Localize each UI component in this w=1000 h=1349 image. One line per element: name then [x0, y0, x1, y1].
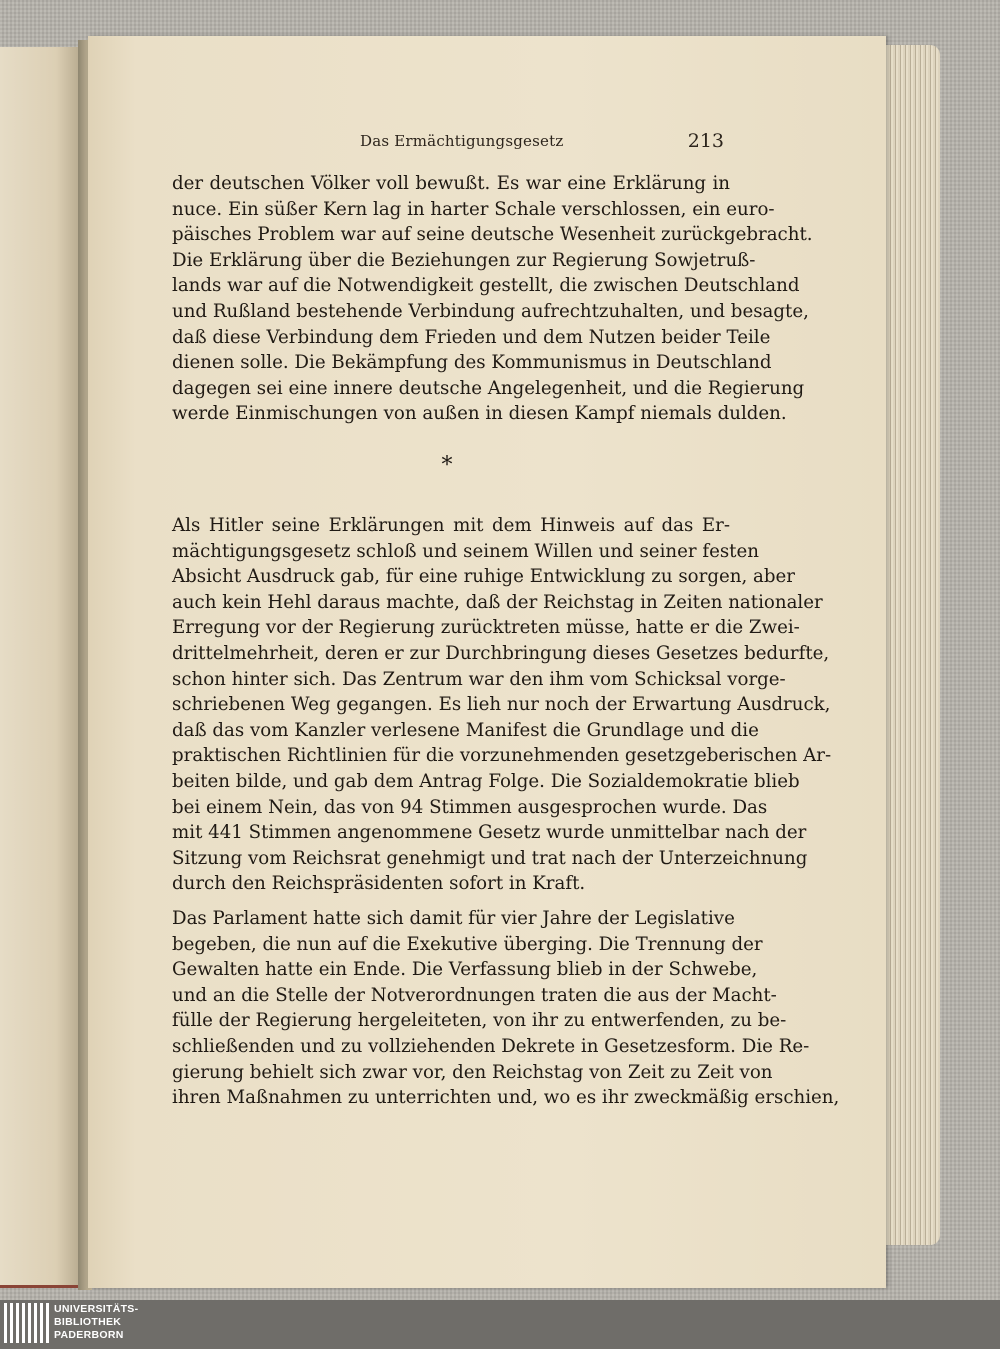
text-line: drittelmehrheit, deren er zur Durchbringung dieses Gesetzes bedurfte, [172, 642, 830, 664]
text-line: dienen solle. Die Bekämpfung des Kommunismus in Deutschland [172, 352, 772, 374]
text-line: und an die Stelle der Notverordnungen traten die aus der Macht- [172, 984, 777, 1006]
text-line: beiten bilde, und gab dem Antrag Folge. Die Sozialdemokratie blieb [172, 770, 800, 792]
text-line: ihren Maßnahmen zu unterrichten und, wo es ihr zweckmäßig erschien, [172, 1087, 840, 1109]
text-line: lands war auf die Notwendigkeit gestellt, die zwischen Deutschland [172, 275, 800, 297]
text-line: praktischen Richtlinien für die vorzunehmenden gesetzgeberischen Ar- [172, 745, 832, 767]
text-line: päisches Problem war auf seine deutsche Wesenheit zurückgebracht. [172, 224, 813, 246]
logo-line: UNIVERSITÄTS- [54, 1303, 139, 1315]
text-line: Sitzung vom Reichsrat genehmigt und trat nach der Unterzeichnung [172, 847, 808, 869]
logo-line: PADERBORN [54, 1329, 124, 1341]
text-line: schließenden und zu vollziehenden Dekrete in Gesetzesform. Die Re- [172, 1035, 810, 1057]
text-line: fülle der Regierung hergeleiteten, von ihr zu entwerfenden, zu be- [172, 1010, 787, 1032]
text-line: Als Hitler seine Erklärungen mit dem Hinweis auf das Er- [172, 515, 730, 536]
text-line: werde Einmischungen von außen in diesen Kampf niemals dulden. [172, 403, 787, 425]
paragraph-3 [172, 906, 840, 1111]
text-line: und Rußland bestehende Verbindung aufrechtzuhalten, und besagte, [172, 300, 809, 322]
page-header [360, 132, 730, 156]
text-line: auch kein Hehl daraus machte, daß der Reichstag in Zeiten nationaler [172, 591, 823, 613]
text-line: mit 441 Stimmen angenommene Gesetz wurde unmittelbar nach der [172, 822, 807, 844]
library-logo-icon [4, 1303, 50, 1343]
text-line: schon hinter sich. Das Zentrum war den ihm vom Schicksal vorge- [172, 668, 786, 690]
text-line: mächtigungsgesetz schloß und seinem Willen und seiner festen [172, 540, 759, 562]
text-line: Die Erklärung über die Beziehungen zur Regierung Sowjetruß- [172, 249, 756, 271]
running-title: Das Ermächtigungsgesetz [360, 132, 564, 150]
logo-line: BIBLIOTHEK [54, 1316, 122, 1328]
paragraph-2 [172, 513, 832, 897]
text-line: begeben, die nun auf die Exekutive überging. Die Trennung der [172, 933, 763, 955]
text-line: dagegen sei eine innere deutsche Angelegenheit, und die Regierung [172, 377, 805, 399]
paragraph-1 [172, 171, 813, 427]
text-line: nuce. Ein süßer Kern lag in harter Schale verschlossen, ein euro- [172, 198, 775, 220]
library-logo-text [54, 1303, 138, 1342]
text-line: schriebenen Weg gegangen. Es lieh nur noch der Erwartung Ausdruck, [172, 694, 831, 716]
text-line: bei einem Nein, das von 94 Stimmen ausgesprochen wurde. Das [172, 796, 768, 818]
text-line: Erregung vor der Regierung zurücktreten müsse, hatte er die Zwei- [172, 617, 800, 639]
text-line: daß diese Verbindung dem Frieden und dem Nutzen beider Teile [172, 326, 771, 348]
page-block-edges [878, 45, 940, 1245]
library-footer-bar [0, 1300, 1000, 1349]
text-line: Das Parlament hatte sich damit für vier Jahre der Legislative [172, 908, 735, 929]
text-line: gierung behielt sich zwar vor, den Reichstag von Zeit zu Zeit von [172, 1061, 773, 1083]
text-line: der deutschen Völker voll bewußt. Es war eine Erklärung in [172, 173, 730, 194]
text-line: Gewalten hatte ein Ende. Die Verfassung blieb in der Schwebe, [172, 959, 758, 981]
section-separator: * [441, 453, 453, 478]
text-line: Absicht Ausdruck gab, für eine ruhige Entwicklung zu sorgen, aber [172, 566, 795, 588]
page-number: 213 [687, 130, 724, 152]
left-page-edge [0, 47, 80, 1288]
text-line: daß das vom Kanzler verlesene Manifest die Grundlage und die [172, 719, 759, 741]
text-line: durch den Reichspräsidenten sofort in Kraft. [172, 873, 586, 895]
